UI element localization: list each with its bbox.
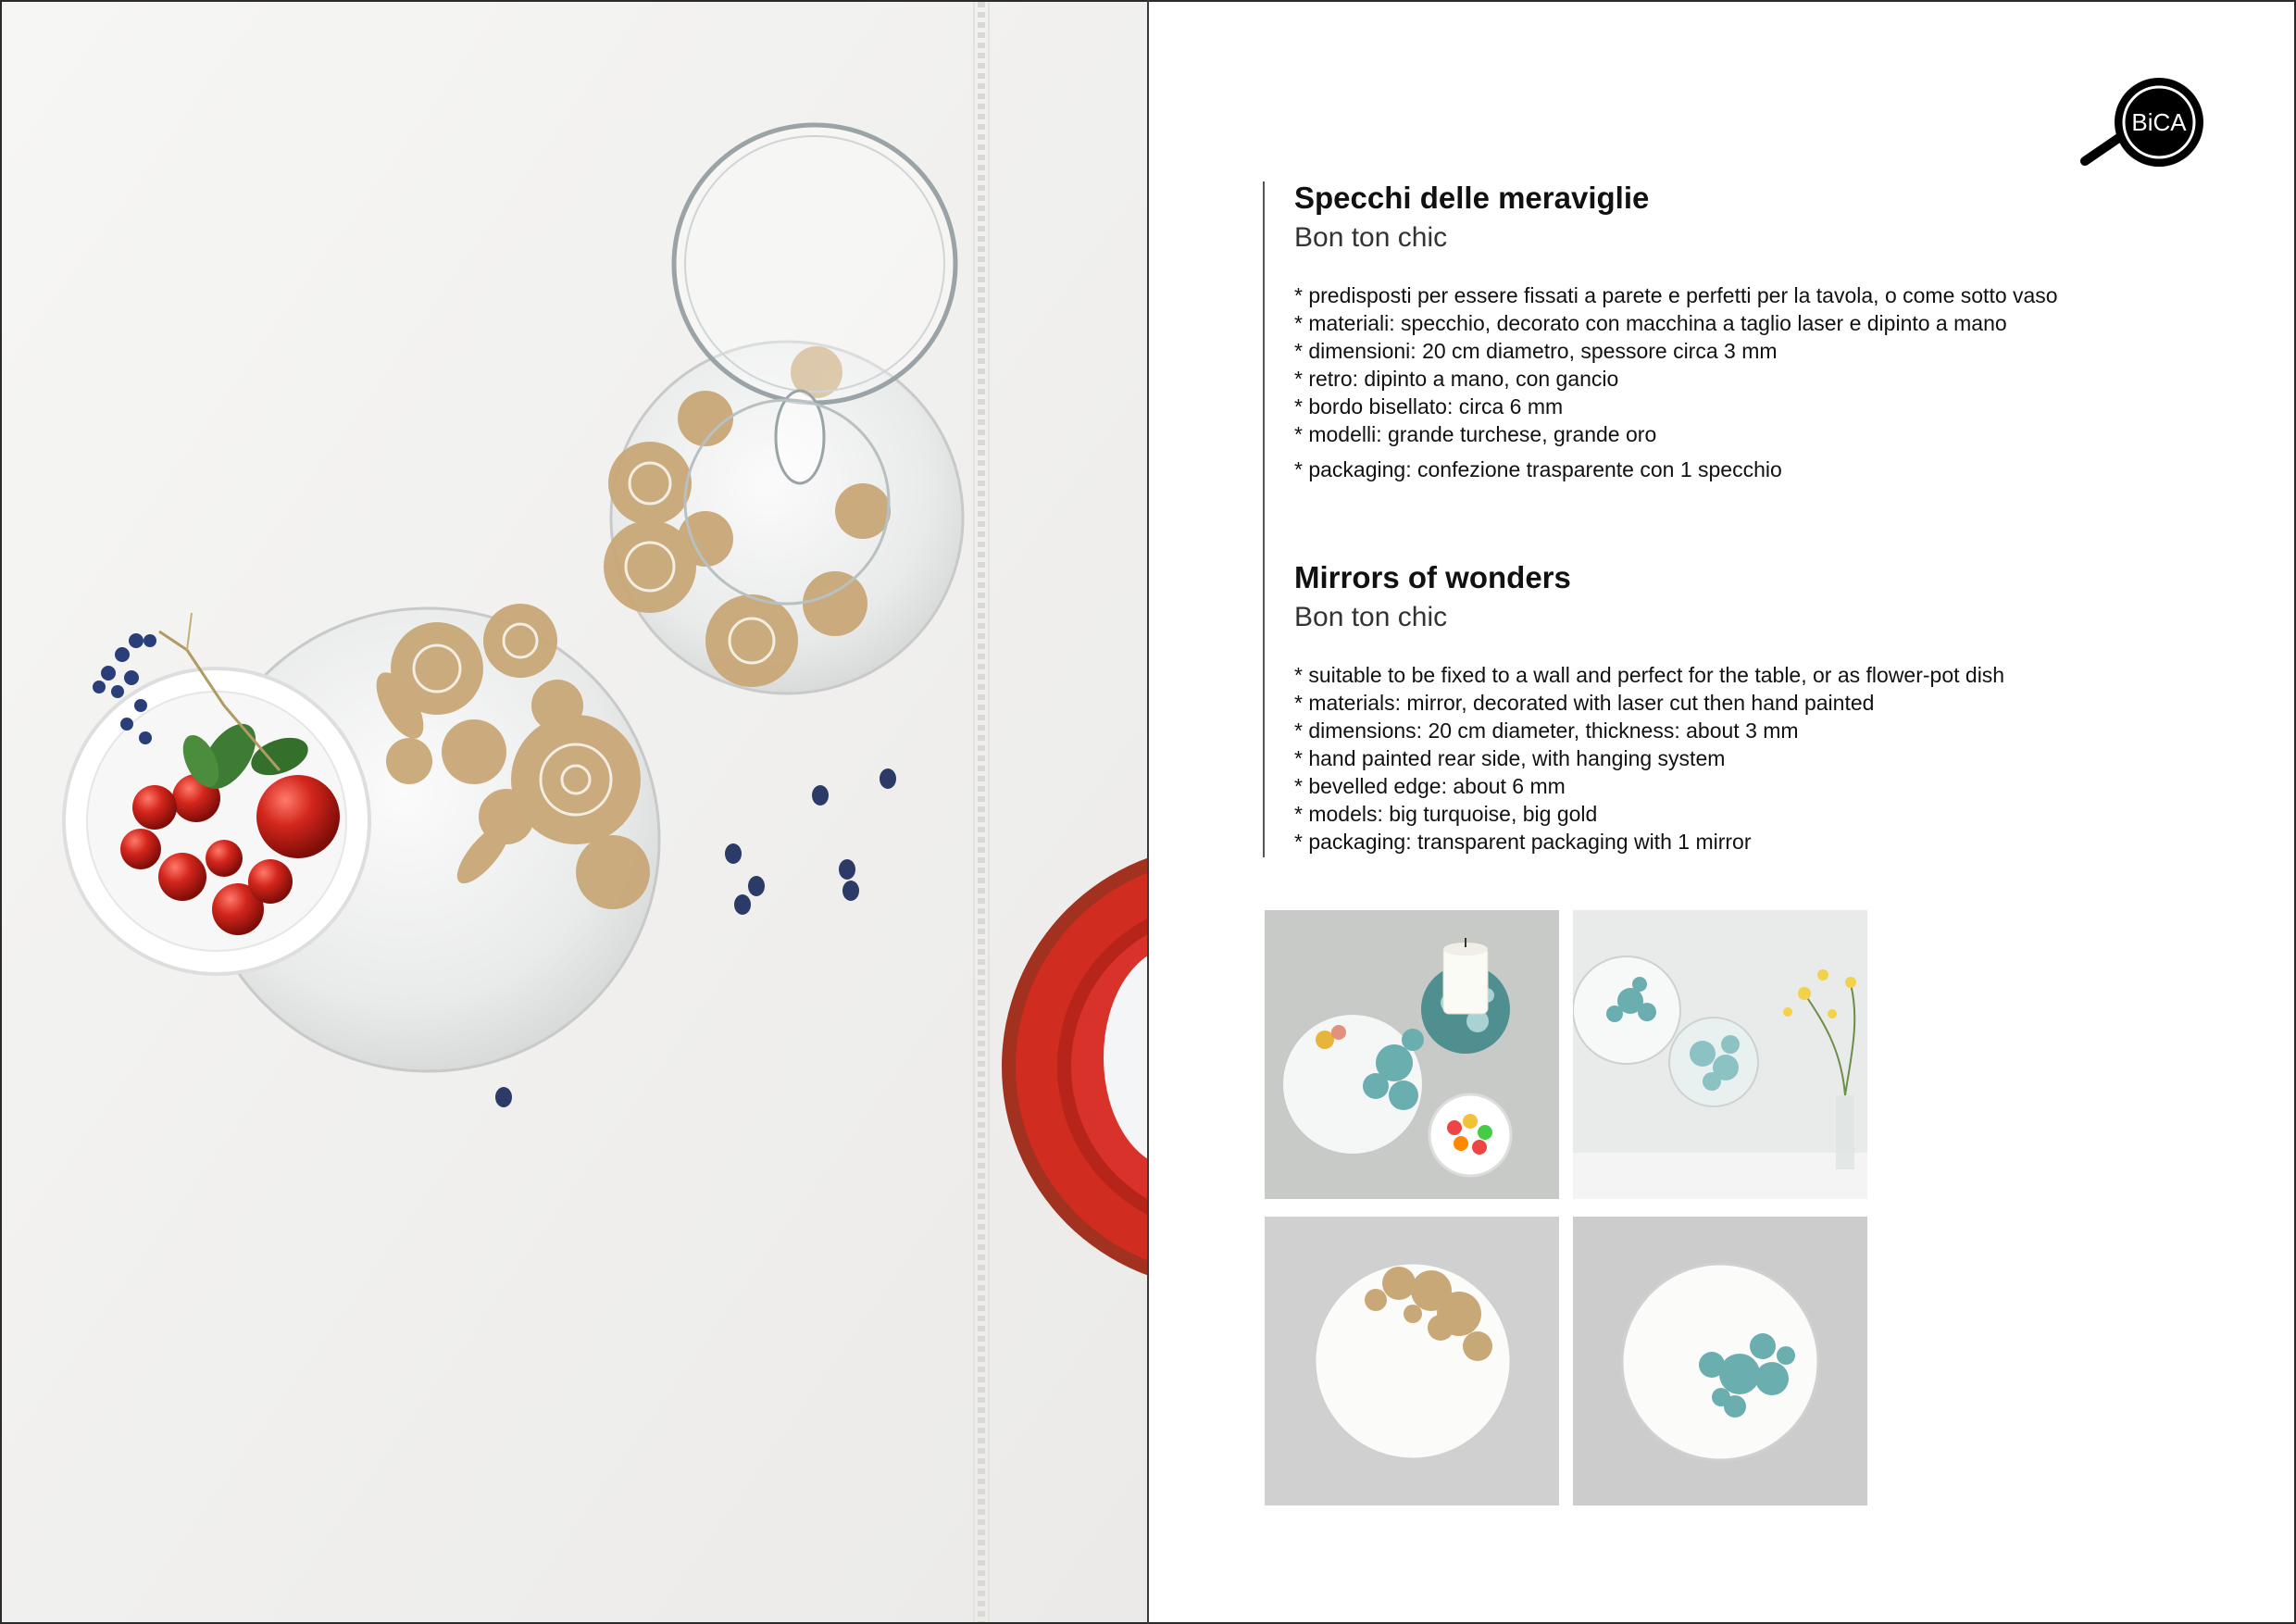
- thumbnail-table-setting: [1265, 910, 1559, 1199]
- spec-item: * retro: dipinto a mano, con gancio: [1294, 367, 1619, 391]
- spec-item: * materiali: specchio, decorato con macchina a taglio laser e dipinto a mano: [1294, 311, 2007, 335]
- vertical-rule: [1263, 181, 1265, 857]
- spec-item: * predisposti per essere fissati a parete e perfetti per la tavola, o come sotto vaso: [1294, 283, 2058, 307]
- spec-item: * packaging: transparent packaging with 1 mirror: [1294, 830, 1752, 854]
- thumbnail-wall-mounted: [1573, 910, 1867, 1199]
- logo-text: BiCA: [2131, 108, 2187, 136]
- italian-description: [1294, 178, 2183, 483]
- thumbnail-turquoise-mirror: [1573, 1217, 1867, 1505]
- spec-item: * materials: mirror, decorated with laser cut then hand painted: [1294, 691, 1875, 715]
- italian-spec-list: [1294, 281, 2183, 483]
- italian-title: Specchi delle meraviglie: [1294, 181, 1650, 215]
- english-description: [1294, 557, 2183, 856]
- english-title: Mirrors of wonders: [1294, 560, 1571, 594]
- spec-item: * bevelled edge: about 6 mm: [1294, 774, 1566, 798]
- spec-item: * suitable to be fixed to a wall and perfect for the table, or as flower-pot dish: [1294, 663, 2005, 687]
- spec-item: * dimensioni: 20 cm diametro, spessore circa 3 mm: [1294, 339, 1778, 363]
- spec-item: * dimensions: 20 cm diameter, thickness: about 3 mm: [1294, 718, 1799, 743]
- spec-item: * modelli: grande turchese, grande oro: [1294, 422, 1657, 446]
- spec-item: * hand painted rear side, with hanging system: [1294, 746, 1726, 770]
- spec-item: * packaging: confezione trasparente con 1 specchio: [1294, 457, 1782, 481]
- bica-logo: [2079, 72, 2209, 174]
- english-subtitle: Bon ton chic: [1294, 602, 1448, 632]
- spec-item: * bordo bisellato: circa 6 mm: [1294, 394, 1564, 418]
- english-spec-list: [1294, 661, 2183, 856]
- spec-item: * models: big turquoise, big gold: [1294, 802, 1598, 826]
- thumbnail-gold-mirror: [1265, 1217, 1559, 1505]
- italian-subtitle: Bon ton chic: [1294, 222, 1448, 253]
